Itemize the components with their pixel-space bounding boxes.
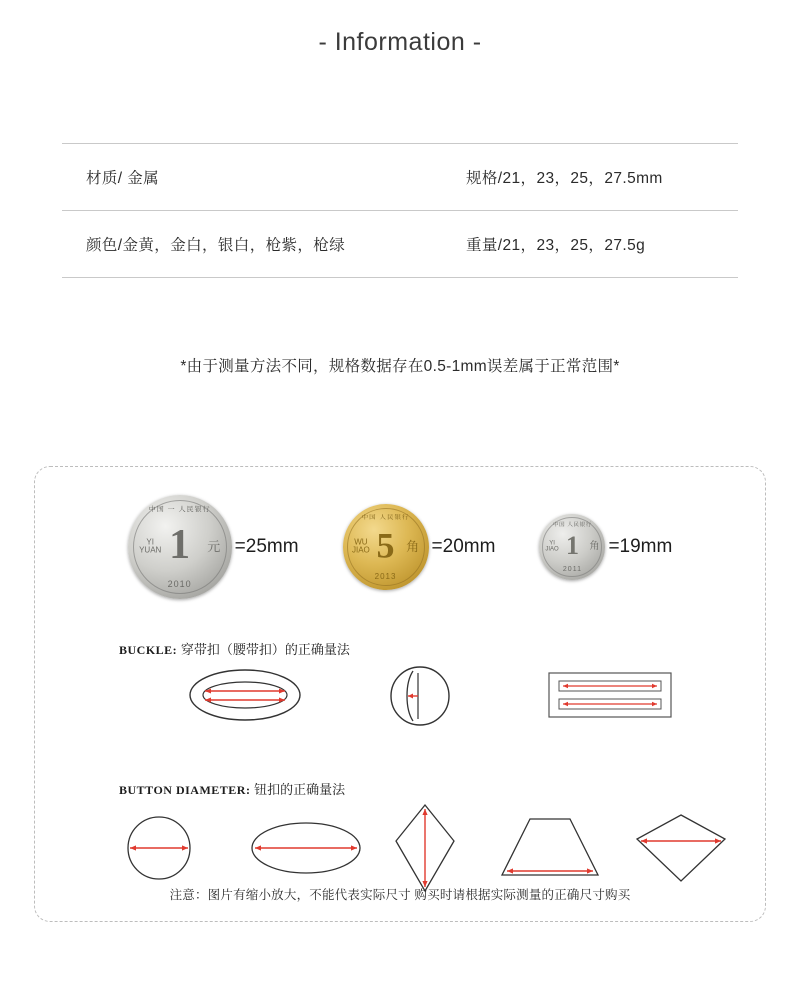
oval-buckle-diagram [185, 663, 305, 727]
measurement-panel [34, 466, 766, 922]
spec-color: 颜色/金黄，金白，银白，枪紫，枪绿 [86, 237, 346, 254]
spec-size: 规格/21，23，25，27.5mm [466, 170, 663, 187]
spec-table [62, 143, 738, 278]
coin-unit-text: 角 [589, 540, 600, 552]
coin-size-label: =20mm [431, 536, 496, 557]
kite-button-diagram [390, 801, 460, 895]
spec-material: 材质/ 金属 [86, 170, 160, 187]
coin-year: 2013 [374, 572, 397, 582]
button-diagrams [35, 803, 765, 893]
table-row [62, 144, 738, 210]
coin-pinyin-text: WU JIAO [352, 537, 370, 555]
coin-reference-row [35, 495, 765, 599]
rectangular-buckle-diagram [545, 667, 675, 723]
coin-pinyin-text: YI JIAO [545, 540, 559, 553]
diamond-button-diagram [631, 809, 731, 887]
coin-size-label: =19mm [608, 536, 673, 557]
button-label-text: 钮扣的正确量法 [254, 782, 346, 797]
coin-unit-text: 元 [207, 539, 221, 555]
coin-pinyin-text: YI YUAN [139, 537, 162, 555]
buckle-diagrams [35, 663, 765, 733]
page-title: - Information - [318, 28, 482, 56]
panel-footer-note: 注意：图片有缩小放大，不能代表实际尺寸 购买时请根据实际测量的正确尺寸购买 [169, 888, 631, 902]
coin-unit-text: 角 [406, 539, 420, 555]
tolerance-note: *由于测量方法不同，规格数据存在0.5-1mm误差属于正常范围* [180, 358, 620, 375]
coin-arc-text: 中国 人民银行 [361, 513, 410, 521]
page-header [0, 0, 800, 57]
coin-denomination: 1 [565, 530, 579, 560]
coin-group-1yuan [128, 495, 299, 599]
button-keyword: BUTTON DIAMETER: [119, 783, 251, 797]
coin-arc-text: 中国 一 人民银行 [148, 506, 211, 513]
coin-group-5jiao [343, 504, 496, 590]
coin-denomination: 1 [169, 522, 191, 569]
coin-year: 2010 [167, 578, 192, 589]
coin-group-1jiao [539, 514, 672, 580]
coin-arc-text: 中国 人民银行 [553, 522, 592, 528]
coin-size-label: =25mm [234, 536, 299, 557]
buckle-label-text: 穿带扣（腰带扣）的正确量法 [180, 642, 350, 657]
trapezoid-button-diagram [495, 813, 605, 885]
one-jiao-coin-icon [539, 514, 605, 580]
oval-button-diagram [247, 815, 365, 881]
table-row [62, 210, 738, 277]
round-buckle-diagram [375, 663, 465, 731]
coin-denomination: 5 [376, 525, 395, 566]
button-section-label [119, 779, 345, 798]
coin-year: 2011 [562, 566, 582, 574]
circle-button-diagram [117, 811, 201, 885]
one-yuan-coin-icon [128, 495, 232, 599]
buckle-keyword: BUCKLE: [119, 643, 178, 657]
buckle-section-label [119, 639, 350, 658]
five-jiao-coin-icon [343, 504, 429, 590]
spec-weight: 重量/21，23，25，27.5g [466, 237, 646, 254]
